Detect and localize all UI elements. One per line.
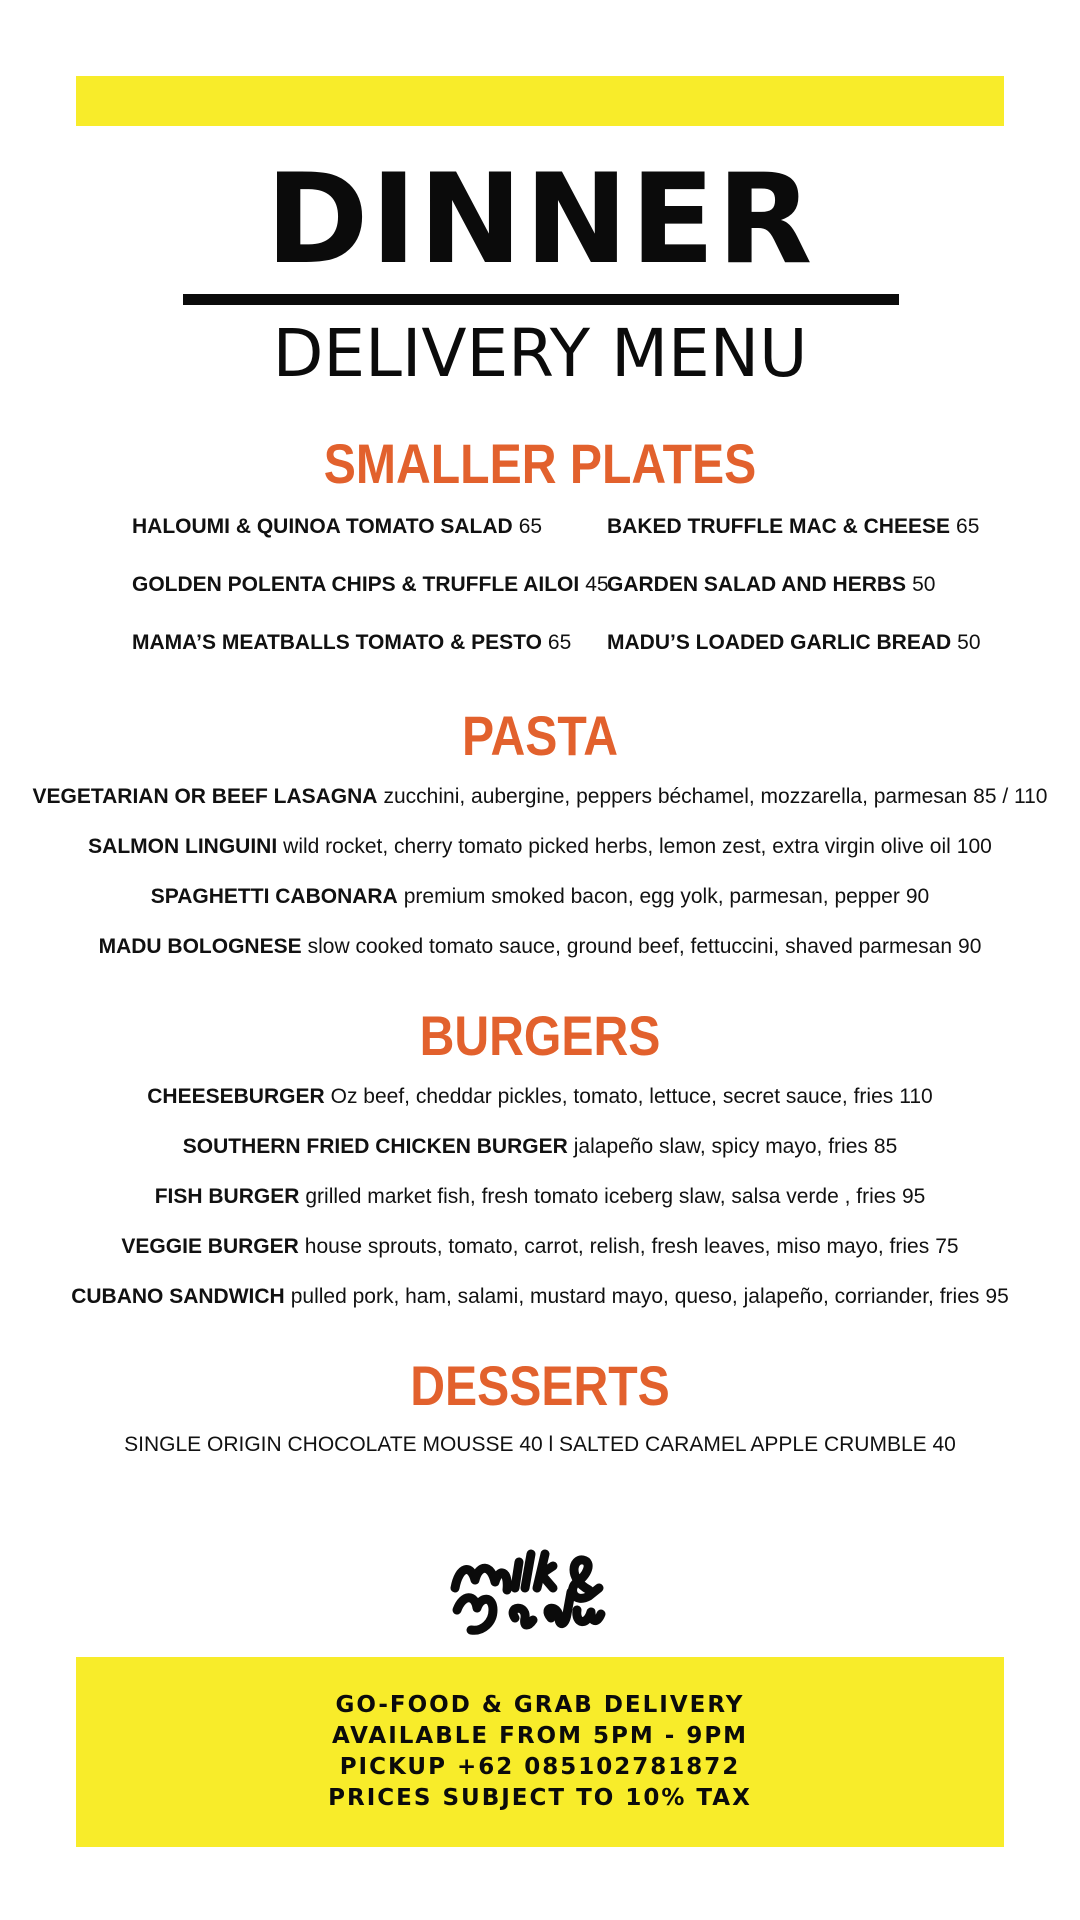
menu-item xyxy=(0,932,1080,982)
section-heading-desserts: DESSERTS xyxy=(410,1354,670,1417)
menu-item xyxy=(607,570,1080,628)
menu-item-name: SOUTHERN FRIED CHICKEN BURGER xyxy=(182,1135,568,1158)
desserts-items: SINGLE ORIGIN CHOCOLATE MOUSSE 40 l SALTED CARAMEL APPLE CRUMBLE 40 xyxy=(124,1433,956,1456)
tax-note-line: PRICES SUBJECT TO 10% TAX xyxy=(328,1785,752,1811)
menu-item-description: wild rocket, cherry tomato picked herbs, lemon zest, extra virgin olive oil xyxy=(283,835,951,858)
menu-item-name: MADU BOLOGNESE xyxy=(98,935,302,958)
menu-item-description: premium smoked bacon, egg yolk, parmesan, pepper xyxy=(403,885,900,908)
menu-item xyxy=(0,1232,1080,1282)
delivery-info-panel xyxy=(76,1657,1004,1847)
menu-item-description: jalapeño slaw, spicy mayo, fries xyxy=(573,1135,868,1158)
menu-item-price: 95 xyxy=(901,1185,926,1208)
menu-item-price: 65 xyxy=(956,515,980,538)
section-heading-pasta: PASTA xyxy=(461,704,619,767)
menu-item-price: 90 xyxy=(958,935,982,958)
menu-item xyxy=(0,832,1080,882)
menu-item-price: 50 xyxy=(912,573,936,596)
pasta-list xyxy=(0,782,1080,982)
section-heading-smaller-plates: SMALLER PLATES xyxy=(323,432,757,495)
milk-madu-logo xyxy=(449,1548,635,1638)
menu-item xyxy=(0,1082,1080,1132)
menu-item-name: MAMA’S MEATBALLS TOMATO & PESTO xyxy=(132,631,542,654)
menu-item xyxy=(132,512,612,570)
menu-item-name: BAKED TRUFFLE MAC & CHEESE xyxy=(607,515,951,538)
menu-item-name: VEGGIE BURGER xyxy=(121,1235,299,1258)
menu-item-description: grilled market fish, fresh tomato iceberg slaw, salsa verde , fries xyxy=(305,1185,896,1208)
pickup-phone-line: PICKUP +62 085102781872 xyxy=(339,1754,741,1780)
burgers-list xyxy=(0,1082,1080,1332)
menu-item xyxy=(0,882,1080,932)
menu-item-name: HALOUMI & QUINOA TOMATO SALAD xyxy=(132,515,513,538)
menu-item xyxy=(0,1182,1080,1232)
menu-item-price: 85 / 110 xyxy=(973,785,1048,808)
menu-item-name: SPAGHETTI CABONARA xyxy=(150,885,398,908)
menu-item-name: GOLDEN POLENTA CHIPS & TRUFFLE AILOI xyxy=(132,573,580,596)
menu-item-description: pulled pork, ham, salami, mustard mayo, queso, jalapeño, corriander, fries xyxy=(290,1285,980,1308)
menu-item xyxy=(0,1132,1080,1182)
menu-item xyxy=(0,1282,1080,1332)
menu-item-price: 75 xyxy=(935,1235,959,1258)
menu-item-price: 65 xyxy=(547,631,572,654)
menu-item xyxy=(0,782,1080,832)
menu-item-price: 95 xyxy=(985,1285,1009,1308)
title-divider xyxy=(183,294,899,305)
menu-item-name: VEGETARIAN OR BEEF LASAGNA xyxy=(32,785,378,808)
section-heading-burgers: BURGERS xyxy=(419,1004,661,1067)
menu-item-description: slow cooked tomato sauce, ground beef, fettuccini, shaved parmesan xyxy=(307,935,953,958)
page-title: DINNER xyxy=(265,148,815,292)
menu-item xyxy=(132,628,612,686)
menu-item-description: Oz beef, cheddar pickles, tomato, lettuce, secret sauce, fries xyxy=(330,1085,894,1108)
menu-item-name: FISH BURGER xyxy=(154,1185,300,1208)
menu-item-price: 50 xyxy=(957,631,981,654)
menu-item xyxy=(607,512,1080,570)
menu-item-name: GARDEN SALAD AND HERBS xyxy=(607,573,907,596)
menu-item xyxy=(607,628,1080,686)
milk-madu-logo-icon xyxy=(449,1548,635,1638)
menu-item-name: SALMON LINGUINI xyxy=(88,835,278,858)
menu-item-name: MADU’S LOADED GARLIC BREAD xyxy=(607,631,952,654)
menu-item-price: 65 xyxy=(518,515,543,538)
smaller-plates-right-column xyxy=(607,512,1080,686)
delivery-info-line: GO-FOOD & GRAB DELIVERY xyxy=(335,1692,745,1718)
menu-item xyxy=(132,570,612,628)
menu-item-name: CUBANO SANDWICH xyxy=(71,1285,285,1308)
menu-item-name: CHEESEBURGER xyxy=(147,1085,325,1108)
menu-item-price: 45 xyxy=(585,573,609,596)
menu-item-price: 110 xyxy=(899,1085,933,1108)
delivery-hours-line: AVAILABLE FROM 5PM - 9PM xyxy=(331,1723,749,1749)
menu-item-price: 85 xyxy=(873,1135,898,1158)
menu-item-description: zucchini, aubergine, peppers béchamel, mozzarella, parmesan xyxy=(383,785,968,808)
page-subtitle: DELIVERY MENU xyxy=(272,315,808,392)
menu-item-price: 90 xyxy=(905,885,930,908)
menu-item-price: 100 xyxy=(956,835,992,858)
menu-item-description: house sprouts, tomato, carrot, relish, fresh leaves, miso mayo, fries xyxy=(304,1235,930,1258)
smaller-plates-left-column xyxy=(132,512,612,686)
top-yellow-bar xyxy=(76,76,1004,126)
